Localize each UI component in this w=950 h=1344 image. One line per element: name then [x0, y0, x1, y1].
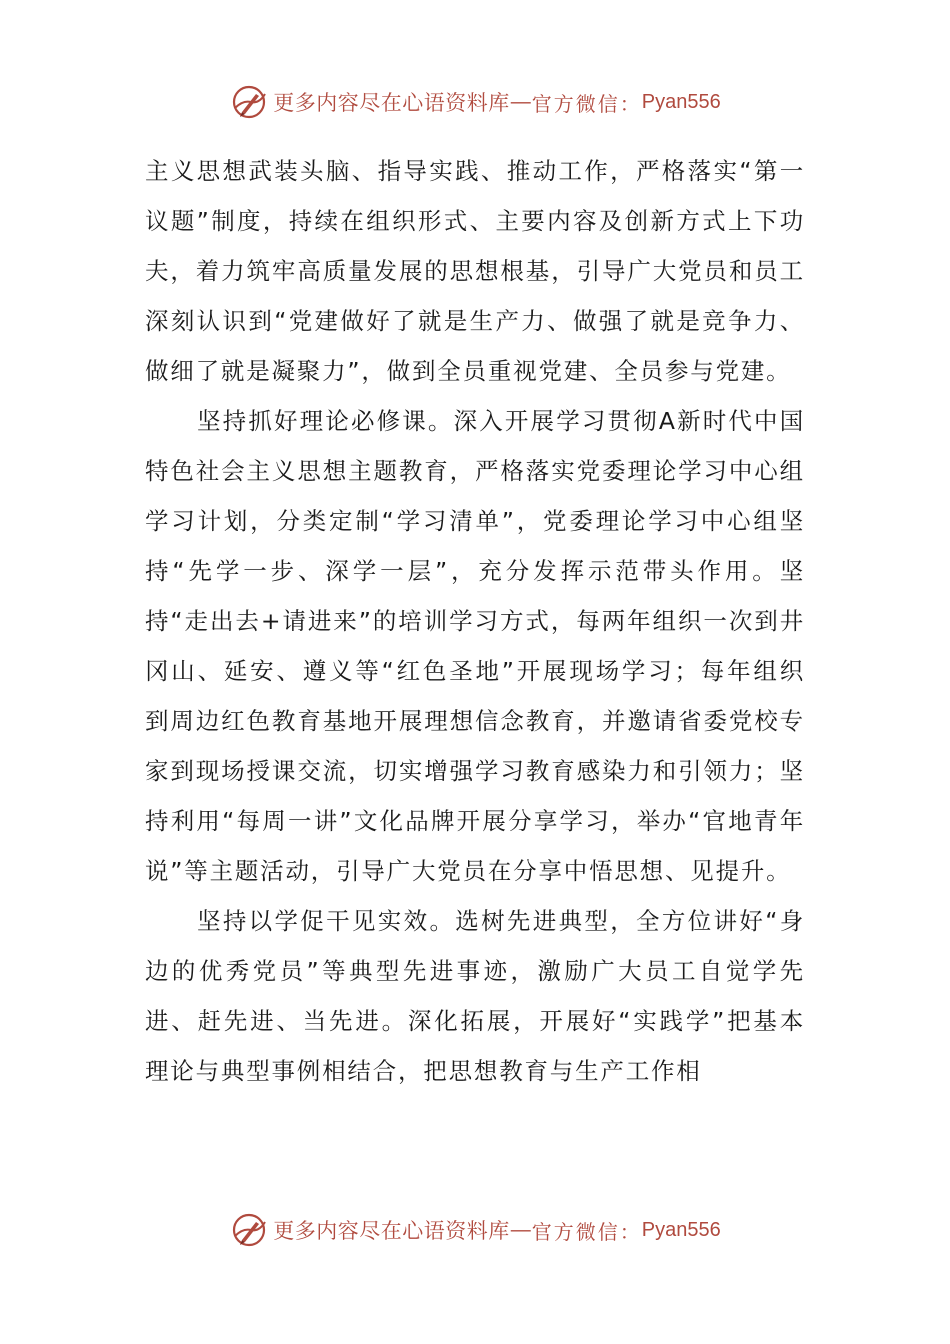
- pen-logo-icon: [229, 82, 269, 122]
- header-watermark-banner: [0, 80, 950, 124]
- footer-slogan: 更多内容尽在心语资料库: [273, 1219, 510, 1243]
- paragraph-3: 坚持以学促干见实效。选树先进典型，全方位讲好“身边的优秀党员”等典型先进事迹，激励广大员工自觉学先进、赶先进、当先进。深化拓展，开展好“实践学”把基本理论与典型事例相结合，把思想教育与生产工作相: [145, 907, 805, 1085]
- footer-wechat-label: 官方微信：: [531, 1219, 642, 1244]
- paragraph-1: 主义思想武装头脑、指导实践、推动工作，严格落实“第一议题”制度，持续在组织形式、主要内容及创新方式上下功夫，着力筑牢高质量发展的思想根基，引导广大党员和员工深刻认识到“党建做好了就是生产力、做强了就是竞争力、做细了就是凝聚力”，做到全员重视党建、全员参与党建。: [145, 157, 805, 385]
- header-slogan: 更多内容尽在心语资料库: [273, 91, 510, 115]
- footer-dash: —: [510, 1218, 531, 1241]
- header-wechat-label: 官方微信：: [531, 91, 642, 116]
- paragraph-2: 坚持抓好理论必修课。深入开展学习贯彻A新时代中国特色社会主义思想主题教育，严格落实党委理论学习中心组学习计划，分类定制“学习清单”，党委理论学习中心组坚持“先学一步、深学一层”，充分发挥示范带头作用。坚持“走出去+请进来”的培训学习方式，每两年组织一次到井冈山、延安、遵义等“红色圣地”开展现场学习；每年组织到周边红色教育基地开展理想信念教育，并邀请省委党校专家到现场授课交流，切实增强学习教育感染力和引领力；坚持利用“每周一讲”文化品牌开展分享学习，举办“官地青年说”等主题活动，引导广大党员在分享中悟思想、见提升。: [145, 407, 805, 885]
- footer-wechat-id: Pyan556: [641, 1218, 721, 1241]
- document-body: [145, 146, 805, 1096]
- header-wechat-id: Pyan556: [641, 90, 721, 113]
- header-dash: —: [510, 90, 531, 113]
- pen-logo-icon: [229, 1210, 269, 1250]
- footer-watermark-banner: [0, 1208, 950, 1252]
